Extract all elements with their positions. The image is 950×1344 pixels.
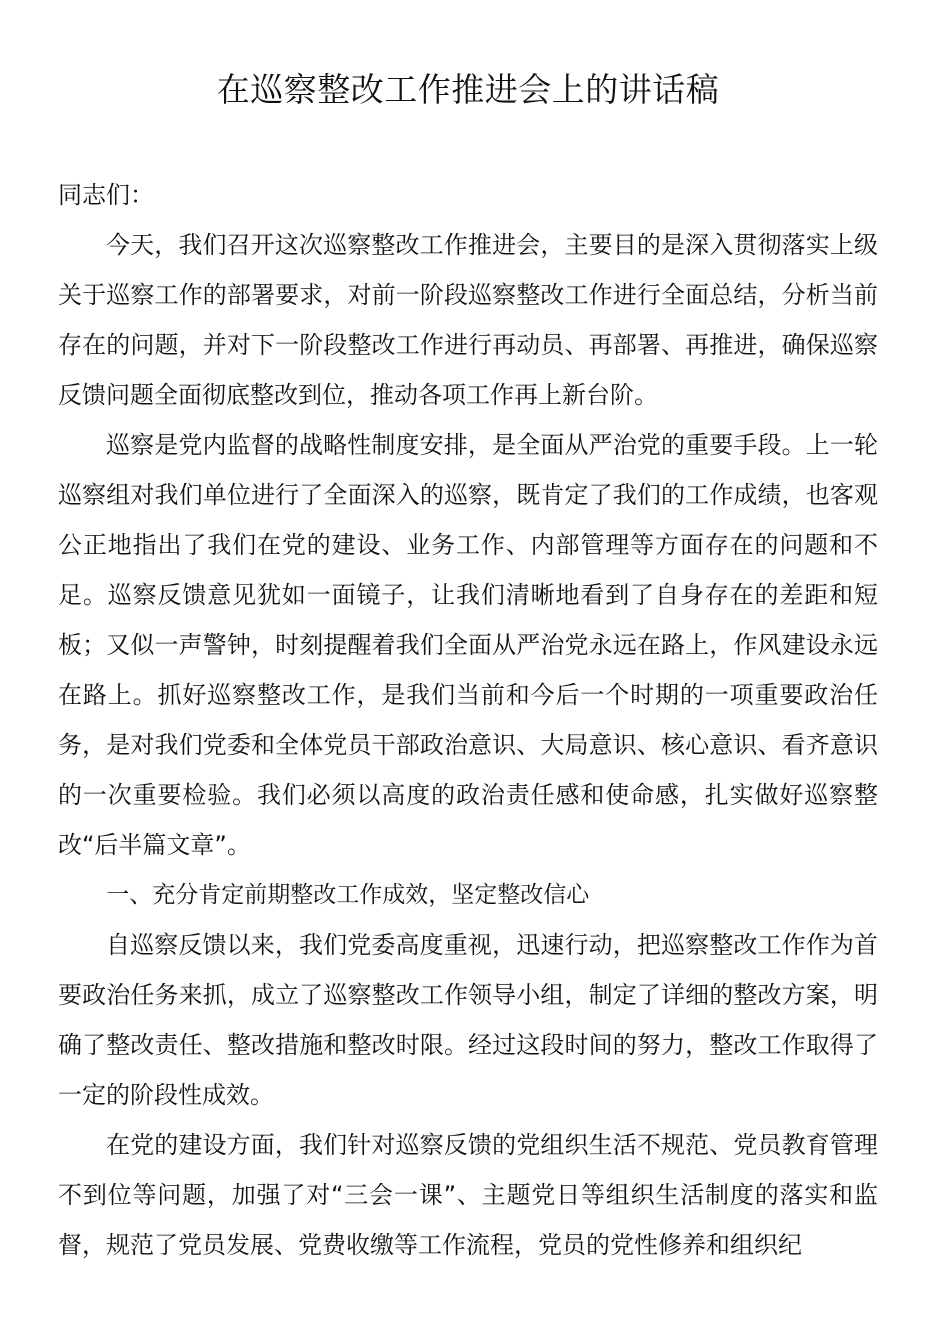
document-page bbox=[58, 62, 878, 1270]
section-heading-one: 一、充分肯定前期整改工作成效，坚定整改信心 bbox=[106, 882, 590, 908]
paragraph-inspection-significance: 巡察是党内监督的战略性制度安排，是全面从严治党的重要手段。上一轮巡察组对我们单位进行了全面深入的巡察，既肯定了我们的工作成绩，也客观公正地指出了我们在党的建设、业务工作、内部管理等方面存在的问题和不足。巡察反馈意见犹如一面镜子，让我们清晰地看到了自身存在的差距和短板；又似一声警钟，时刻提醒着我们全面从严治党永远在路上，作风建设永远在路上。抓好巡察整改工作，是我们当前和今后一个时期的一项重要政治任务，是对我们党委和全体党员干部政治意识、大局意识、核心意识、看齐意识的一次重要检验。我们必须以高度的政治责任感和使命感，扎实做好巡察整改“后半篇文章”。 bbox=[58, 431, 878, 859]
paragraph-party-building: 在党的建设方面，我们针对巡察反馈的党组织生活不规范、党员教育管理不到位等问题，加强了对“三会一课”、主题党日等组织生活制度的落实和监督，规范了党员发展、党费收缴等工作流程，党员的党性修养和组织纪 bbox=[58, 1131, 878, 1259]
paragraph-rectification-progress: 自巡察反馈以来，我们党委高度重视，迅速行动，把巡察整改工作作为首要政治任务来抓，成立了巡察整改工作领导小组，制定了详细的整改方案，明确了整改责任、整改措施和整改时限。经过这段时间的努力，整改工作取得了一定的阶段性成效。 bbox=[58, 931, 878, 1109]
paragraph-opening: 今天，我们召开这次巡察整改工作推进会，主要目的是深入贯彻落实上级关于巡察工作的部署要求，对前一阶段巡察整改工作进行全面总结，分析当前存在的问题，并对下一阶段整改工作进行再动员、再部署、再推进，确保巡察反馈问题全面彻底整改到位，推动各项工作再上新台阶。 bbox=[58, 231, 878, 409]
salutation: 同志们： bbox=[58, 181, 154, 209]
document-title: 在巡察整改工作推进会上的讲话稿 bbox=[216, 70, 720, 109]
